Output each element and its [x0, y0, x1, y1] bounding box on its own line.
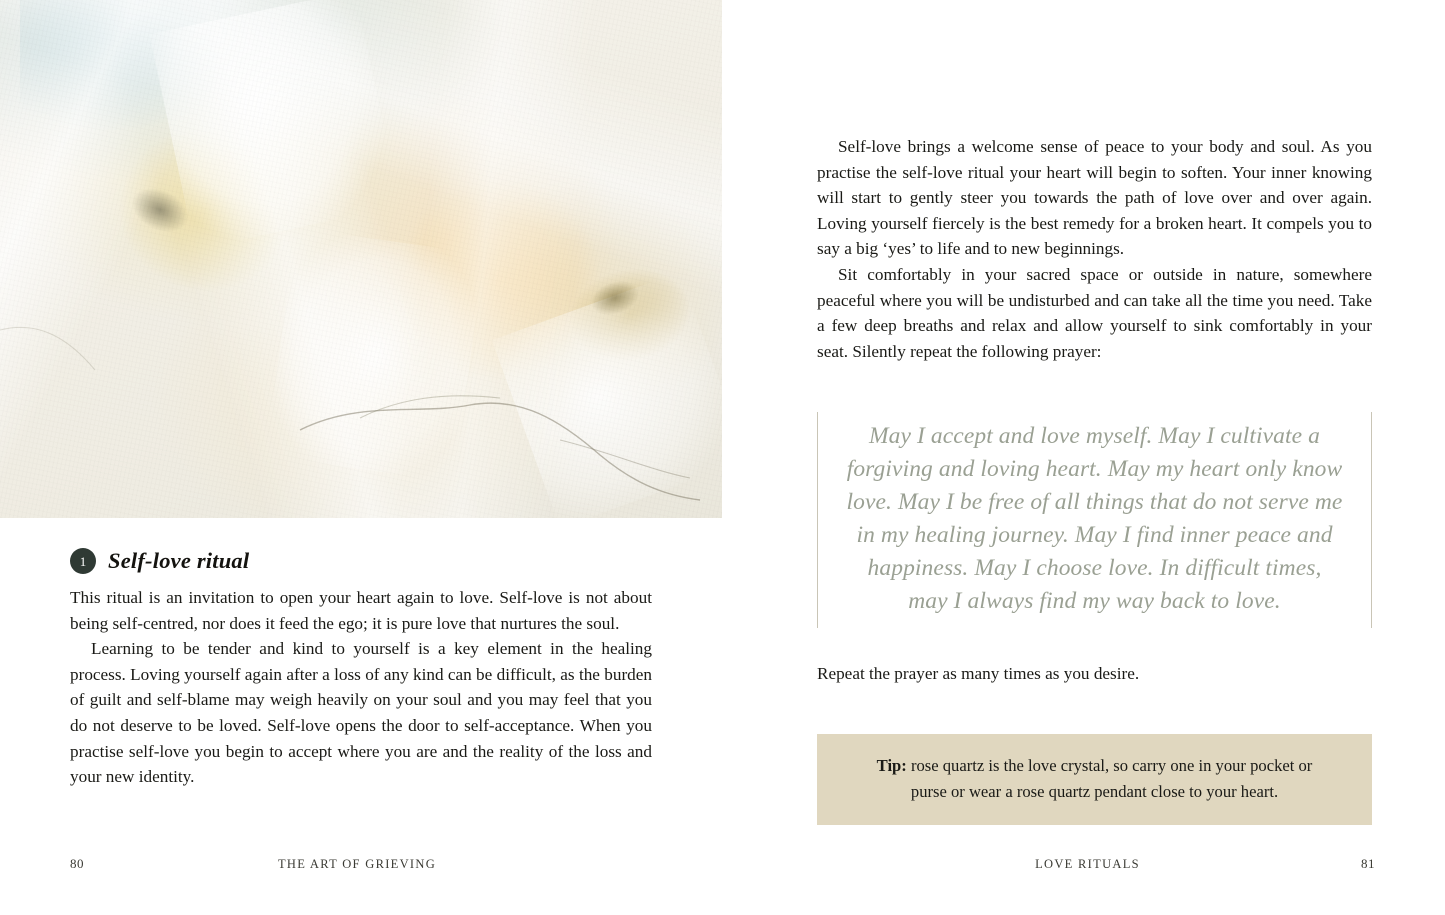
- left-paragraph-1: This ritual is an invitation to open your heart again to love. Self-love is not about being self-centred, nor does it feed the ego; it is pure love that nurtures the soul.: [70, 588, 652, 633]
- tip-box: [817, 734, 1372, 825]
- tip-text: [857, 753, 1332, 804]
- tip-body: rose quartz is the love crystal, so carry one in your pocket or purse or wear a rose quartz pendant close to your heart.: [906, 756, 1313, 801]
- prayer-text: May I accept and love myself. May I cultivate a forgiving and loving heart. May my heart only know love. May I be free of all things that do not serve me in my healing journey. May I find inner peace and happiness. May I choose love. In difficult times, may I always find my way back to love.: [846, 423, 1343, 615]
- left-page-footer: [70, 856, 652, 872]
- abstract-painting-image: [0, 0, 722, 518]
- tip-label: Tip:: [876, 756, 907, 776]
- ritual-title: Self-love ritual: [108, 548, 250, 573]
- right-paragraph-1: Self-love brings a welcome sense of peace to your body and soul. As you practise the self-love ritual your heart will begin to soften. Your inner knowing will start to gently steer you towards the path of love over and over again. Loving yourself fiercely is the best remedy for a broken heart. It compels you to say a big ‘yes’ to life and to new beginnings.: [817, 137, 1372, 259]
- right-page-footer: [792, 856, 1375, 872]
- painting-texture-grain: [0, 0, 722, 518]
- repeat-prayer-line: Repeat the prayer as many times as you desire.: [817, 664, 1140, 684]
- prayer-block: [817, 412, 1372, 628]
- ritual-number-badge: 1: [70, 548, 96, 574]
- left-running-head: THE ART OF GRIEVING: [277, 857, 437, 871]
- prayer-rule-left: [817, 412, 818, 628]
- prayer-rule-right: [1371, 412, 1372, 628]
- right-page: [722, 0, 1445, 915]
- right-paragraph-2: Sit comfortably in your sacred space or outside in nature, somewhere peaceful where you will be undisturbed and can take all the time you need. Take a few deep breaths and relax and allow yourself to sink comfortably in your seat. Silently repeat the following prayer:: [817, 264, 1372, 361]
- right-page-text: [817, 134, 1372, 825]
- left-page: [0, 0, 722, 915]
- left-paragraph-2: Learning to be tender and kind to yourself is a key element in the healing process. Loving yourself again after a loss of any kind can be difficult, as the burden of guilt and self-blame may weigh heavily on your soul and you may feel that you do not deserve to be loved. Self-love opens the door to self-acceptance. When you practise self-love you begin to accept where you are and the reality of the loss and your new identity.: [70, 639, 652, 787]
- right-running-head: LOVE RITUALS: [1035, 857, 1140, 871]
- left-page-text: [70, 548, 652, 790]
- left-page-number: 80: [70, 856, 84, 871]
- ritual-heading: [70, 548, 652, 574]
- right-page-number: 81: [1361, 856, 1375, 871]
